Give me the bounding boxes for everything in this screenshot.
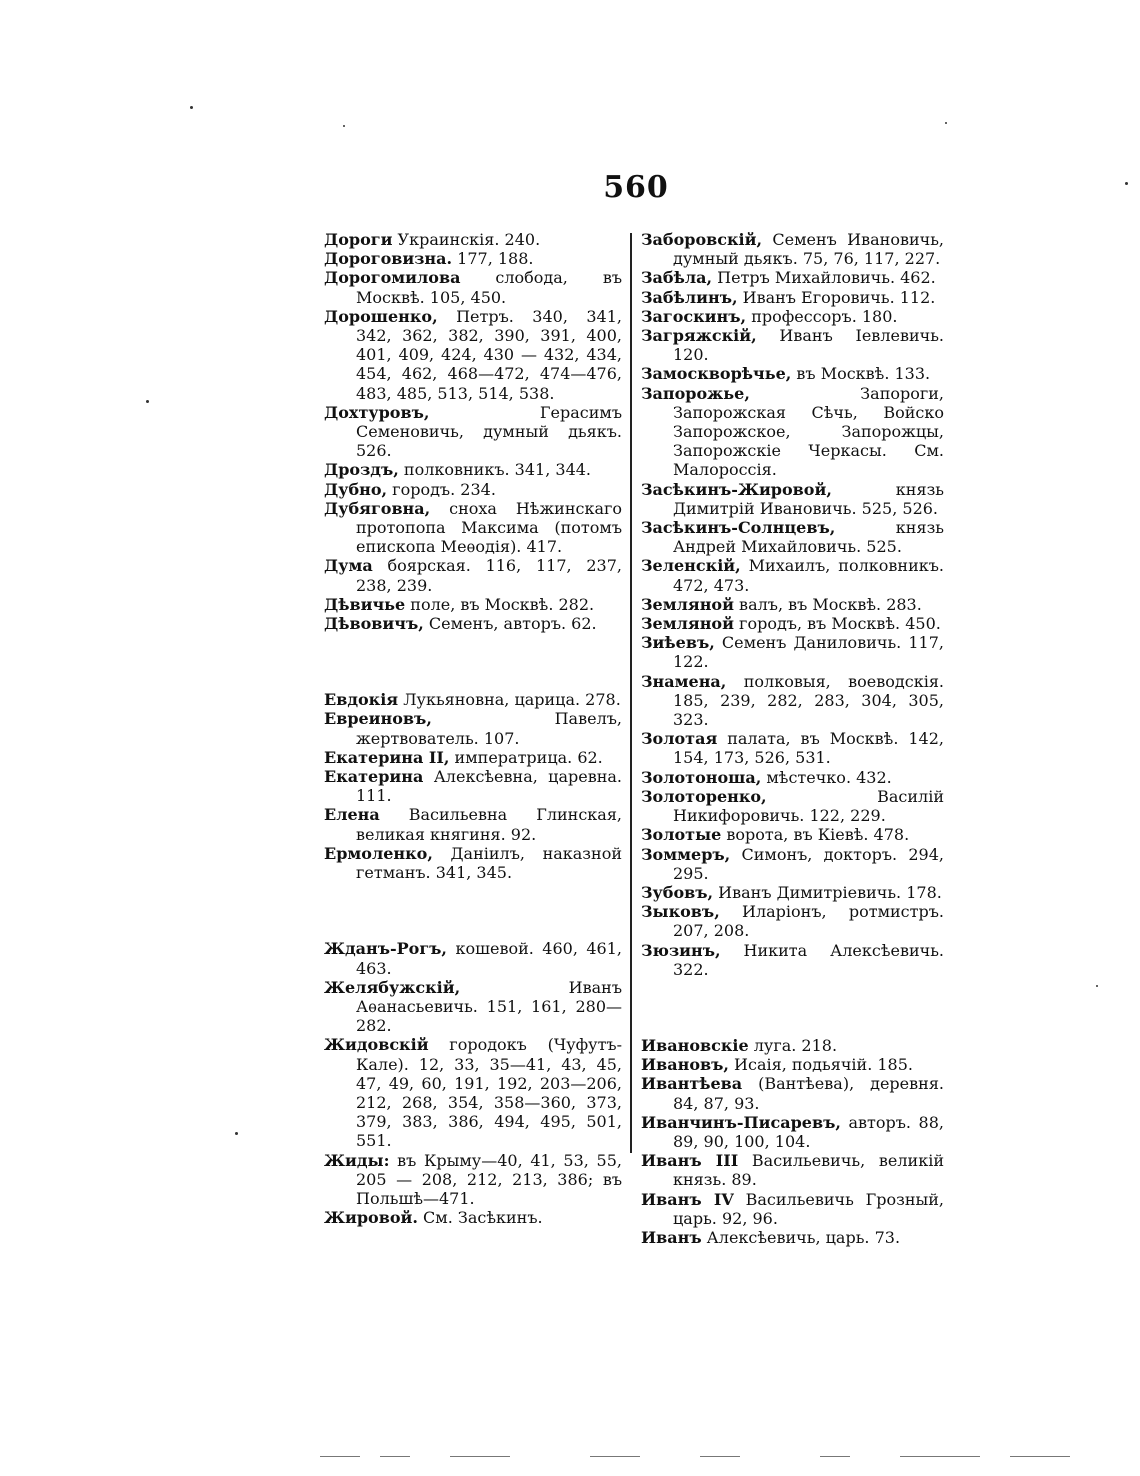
index-entry [324, 403, 622, 461]
index-entry-heading: Земляной [641, 614, 734, 634]
index-entry-heading: Загряжскій, [641, 326, 757, 346]
index-entry-text: полковыя, воеводскія. 185, 239, 282, 283, 304, 305, 323. [673, 671, 944, 730]
index-entry-heading: Зубовъ, [641, 882, 714, 902]
index-entry [324, 307, 622, 403]
index-entry-text: авторъ. 88, 89, 90, 100, 104. [673, 1112, 944, 1151]
index-entry [641, 941, 944, 979]
index-entry-text: Иларіонъ, ротмистръ. 207, 208. [673, 902, 944, 941]
index-entry-text: Герасимъ Семеновичь, думный дьякъ. 526. [356, 402, 622, 461]
index-entry [324, 460, 622, 479]
section-gap [324, 633, 622, 690]
index-entry-text: сноха Нѣжинскаго протопопа Максима (потомъ епископа Меѳодія). 417. [356, 498, 622, 557]
index-entry-text: См. Засѣкинъ. [417, 1208, 543, 1228]
section-gap [641, 979, 944, 1036]
index-entry [641, 268, 944, 287]
index-entry-text: князь Димитрій Ивановичь. 525, 526. [673, 479, 944, 518]
index-entry-heading: Забѣла, [641, 268, 713, 288]
index-entry-heading: Иванчинъ-Писаревъ, [641, 1112, 841, 1132]
index-entry-text: Иванъ Іевлевичь. 120. [673, 326, 944, 365]
index-entry-heading: Запорожье, [641, 383, 750, 403]
index-entry-heading: Евдокія [324, 690, 399, 710]
index-entry-text: Запороги, Запорожская Сѣчь, Войско Запорожское, Запорожцы, Запорожскіе Черкасы. См. Малороссія. [673, 383, 944, 480]
index-entry-heading: Ивановъ, [641, 1055, 729, 1075]
index-entry-text: слобода, въ Москвѣ. 105, 450. [356, 268, 622, 307]
index-entry-text: валъ, въ Москвѣ. 283. [733, 594, 922, 614]
index-entry [641, 1190, 944, 1228]
index-entry [641, 307, 944, 326]
scan-speck [146, 400, 149, 403]
index-entry-heading: Ивантѣева [641, 1074, 743, 1094]
index-entry-heading: Замоскворѣчье, [641, 364, 792, 384]
index-entry-heading: Ермоленко, [324, 843, 433, 863]
index-entry [641, 1036, 944, 1055]
index-entry-heading: Екатерина [324, 767, 424, 787]
index-entry-text: Алексѣевна, царевна. 111. [356, 767, 622, 806]
scan-speck [343, 125, 345, 127]
index-entry [324, 1208, 622, 1227]
index-entry [641, 768, 944, 787]
index-entry [324, 748, 622, 767]
index-entry-text: Павелъ, жертвователь. 107. [356, 709, 622, 748]
section-gap [324, 882, 622, 939]
index-entry [641, 384, 944, 480]
index-entry-text: Лукьяновна, царица. 278. [398, 690, 621, 710]
index-entry-heading: Дороговизна. [324, 249, 453, 269]
scan-line [700, 1456, 740, 1457]
index-entry-heading: Дорошенко, [324, 306, 438, 326]
page-number: 560 [603, 170, 669, 205]
scan-speck [190, 106, 193, 109]
index-entry-heading: Золотоноша, [641, 767, 762, 787]
index-entry [324, 709, 622, 747]
index-entry-heading: Земляной [641, 594, 734, 614]
index-entry [641, 787, 944, 825]
index-entry [641, 326, 944, 364]
index-entry [641, 595, 944, 614]
index-entry [324, 268, 622, 306]
index-entry [324, 690, 622, 709]
index-entry-text: (Вантѣева), деревня. 84, 87, 93. [673, 1074, 944, 1113]
index-entry-heading: Иванъ III [641, 1151, 739, 1171]
index-entry-text: Никита Алексѣевичь. 322. [673, 940, 944, 979]
index-entry-heading: Дѣвовичъ, [324, 614, 424, 634]
index-entry-text: полковникъ. 341, 344. [398, 460, 592, 480]
index-entry-text: Украинскія. 240. [392, 230, 541, 249]
index-entry-heading: Жданъ-Рогъ, [324, 939, 447, 959]
index-entry-heading: Забѣлинъ, [641, 287, 738, 307]
index-entry [641, 1055, 944, 1074]
index-entry-text: Васильевичь, великій князь. 89. [673, 1151, 944, 1190]
index-entry [641, 845, 944, 883]
index-entry-text: въ Крыму—40, 41, 53, 55, 205 — 208, 212, 213, 386; въ Польшѣ—471. [356, 1150, 622, 1208]
index-entry [641, 480, 944, 518]
index-entry [324, 805, 622, 843]
index-entry-heading: Жировой. [324, 1208, 418, 1228]
index-entry-text: боярская. 116, 117, 237, 238, 239. [356, 556, 622, 595]
index-entry [324, 614, 622, 633]
index-entry-text: Семенъ Даниловичь. 117, 122. [673, 633, 944, 672]
index-entry-heading: Жидовскій [324, 1035, 429, 1055]
index-entry [641, 1151, 944, 1189]
index-entry-heading: Евреиновъ, [324, 709, 432, 729]
index-entry [324, 595, 622, 614]
index-entry-text: поле, въ Москвѣ. 282. [405, 594, 595, 614]
index-entry-heading: Дороги [324, 230, 393, 249]
index-entry-heading: Ивановскіе [641, 1035, 749, 1055]
index-entry-text: Алексѣевичь, царь. 73. [701, 1227, 901, 1247]
index-entry-text: въ Москвѣ. 133. [791, 364, 931, 384]
index-entry-text: Семенъ, авторъ. 62. [423, 614, 597, 634]
index-entry [641, 729, 944, 767]
index-entry-heading: Засѣкинъ-Солнцевъ, [641, 518, 836, 538]
index-entry [324, 1035, 622, 1150]
index-entry-heading: Желябужскій, [324, 977, 461, 997]
index-entry-text: Петръ Михайловичь. 462. [712, 268, 936, 288]
index-entry [324, 978, 622, 1036]
index-entry-heading: Загоскинъ, [641, 306, 747, 326]
index-entry [324, 249, 622, 268]
index-entry-heading: Иванъ [641, 1227, 702, 1247]
index-entry-text: Иванъ Егоровичь. 112. [737, 287, 936, 307]
index-entry [641, 288, 944, 307]
scan-speck [945, 122, 947, 124]
index-entry-text: Симонъ, докторъ. 294, 295. [673, 844, 944, 883]
index-entry-heading: Жиды: [324, 1150, 390, 1170]
index-entry-text: городъ. 234. [387, 479, 496, 499]
scan-speck [1096, 985, 1098, 987]
index-entry-text: Иванъ Аѳанасьевичь. 151, 161, 280—282. [356, 977, 622, 1036]
index-entry-heading: Дубяговна, [324, 498, 431, 518]
index-entry [641, 1074, 944, 1112]
scan-speck [235, 1132, 238, 1135]
index-entry-text: князь Андрей Михайловичь. 525. [673, 518, 944, 557]
index-entry-heading: Зюзинъ, [641, 940, 721, 960]
index-entry [641, 556, 944, 594]
index-entry-text: луга. 218. [748, 1035, 838, 1055]
index-entry [324, 1151, 622, 1209]
index-entry [641, 633, 944, 671]
index-entry [324, 844, 622, 882]
index-entry-heading: Елена [324, 805, 380, 825]
index-entry-text: кошевой. 460, 461, 463. [356, 939, 622, 978]
index-entry-text: профессоръ. 180. [746, 306, 898, 326]
index-entry [641, 672, 944, 730]
index-entry-heading: Дума [324, 556, 373, 576]
index-entry-text: городъ, въ Москвѣ. 450. [733, 614, 941, 634]
index-entry [641, 1228, 944, 1247]
scan-line [450, 1456, 510, 1457]
index-entry-heading: Екатерина II, [324, 747, 450, 767]
index-entry-heading: Иванъ IV [641, 1189, 734, 1209]
index-entry-text: палата, въ Москвѣ. 142, 154, 173, 526, 531. [673, 729, 944, 768]
index-entry [641, 825, 944, 844]
index-entry [641, 614, 944, 633]
scan-line [900, 1456, 980, 1457]
scan-speck [1125, 182, 1128, 185]
index-column-right [641, 230, 944, 1247]
index-entry-heading: Заборовскій, [641, 230, 763, 249]
index-entry-text: мѣстечко. 432. [761, 767, 892, 787]
index-entry-text: Иванъ Димитріевичь. 178. [713, 882, 942, 902]
index-entry [324, 939, 622, 977]
index-entry-text: Васильевна Глинская, великая княгиня. 92. [356, 805, 622, 844]
index-entry-heading: Засѣкинъ-Жировой, [641, 479, 832, 499]
index-entry-heading: Зыковъ, [641, 902, 720, 922]
index-entry-heading: Дорогомилова [324, 268, 461, 288]
index-entry-heading: Зоммеръ, [641, 844, 731, 864]
index-entry [641, 902, 944, 940]
index-entry-text: 177, 188. [452, 249, 534, 269]
index-entry-text: императрица. 62. [449, 747, 603, 767]
index-entry-text: Даніилъ, наказной гетманъ. 341, 345. [356, 843, 622, 883]
index-entry-text: Михаилъ, полковникъ. 472, 473. [673, 556, 944, 595]
index-entry-heading: Дохтуровъ, [324, 402, 430, 422]
index-entry [324, 230, 622, 249]
index-column-left [324, 230, 622, 1227]
index-entry [641, 364, 944, 383]
index-entry-text: Васильевичь Грозный, царь. 92, 96. [673, 1189, 944, 1228]
scan-line [320, 1456, 360, 1457]
index-entry-heading: Зиѣевъ, [641, 633, 715, 653]
index-entry-text: Петръ. 340, 341, 342, 362, 382, 390, 391, 400, 401, 409, 424, 430 — 432, 434, 454, 462, 468—472, 474—476, 483, 485, 513, 514, 538. [356, 306, 622, 403]
scan-line [590, 1456, 640, 1457]
index-entry-heading: Золотые [641, 825, 722, 845]
index-entry-heading: Дѣвичье [324, 594, 406, 614]
index-entry [641, 518, 944, 556]
index-entry-heading: Знамена, [641, 671, 727, 691]
scan-line [820, 1456, 850, 1457]
index-entry-text: городокъ (Чуфутъ-Кале). 12, 33, 35—41, 43, 45, 47, 49, 60, 191, 192, 203—206, 212, 268, 354, 358—360, 373, 379, 383, 386, 494, 495, 501, 551. [356, 1035, 622, 1151]
scan-line [380, 1456, 410, 1457]
index-entry-text: ворота, въ Кіевѣ. 478. [721, 825, 910, 845]
index-entry [324, 480, 622, 499]
index-entry-heading: Дроздъ, [324, 460, 399, 480]
index-entry [641, 230, 944, 268]
index-entry-heading: Дубно, [324, 479, 388, 499]
index-entry [324, 499, 622, 557]
index-entry [641, 1113, 944, 1151]
index-entry [324, 556, 622, 594]
index-entry-heading: Золотая [641, 729, 718, 749]
index-entry-text: Исаія, подьячій. 185. [728, 1055, 913, 1075]
index-entry [324, 767, 622, 805]
index-entry-heading: Золоторенко, [641, 786, 767, 806]
index-entry-text: Семенъ Ивановичь, думный дьякъ. 75, 76, 117, 227. [673, 230, 944, 269]
scan-line [1010, 1456, 1070, 1457]
column-divider [630, 233, 632, 1153]
index-entry-text: Василій Никифоровичь. 122, 229. [673, 786, 944, 826]
index-entry [641, 883, 944, 902]
index-entry-heading: Зеленскій, [641, 556, 741, 576]
